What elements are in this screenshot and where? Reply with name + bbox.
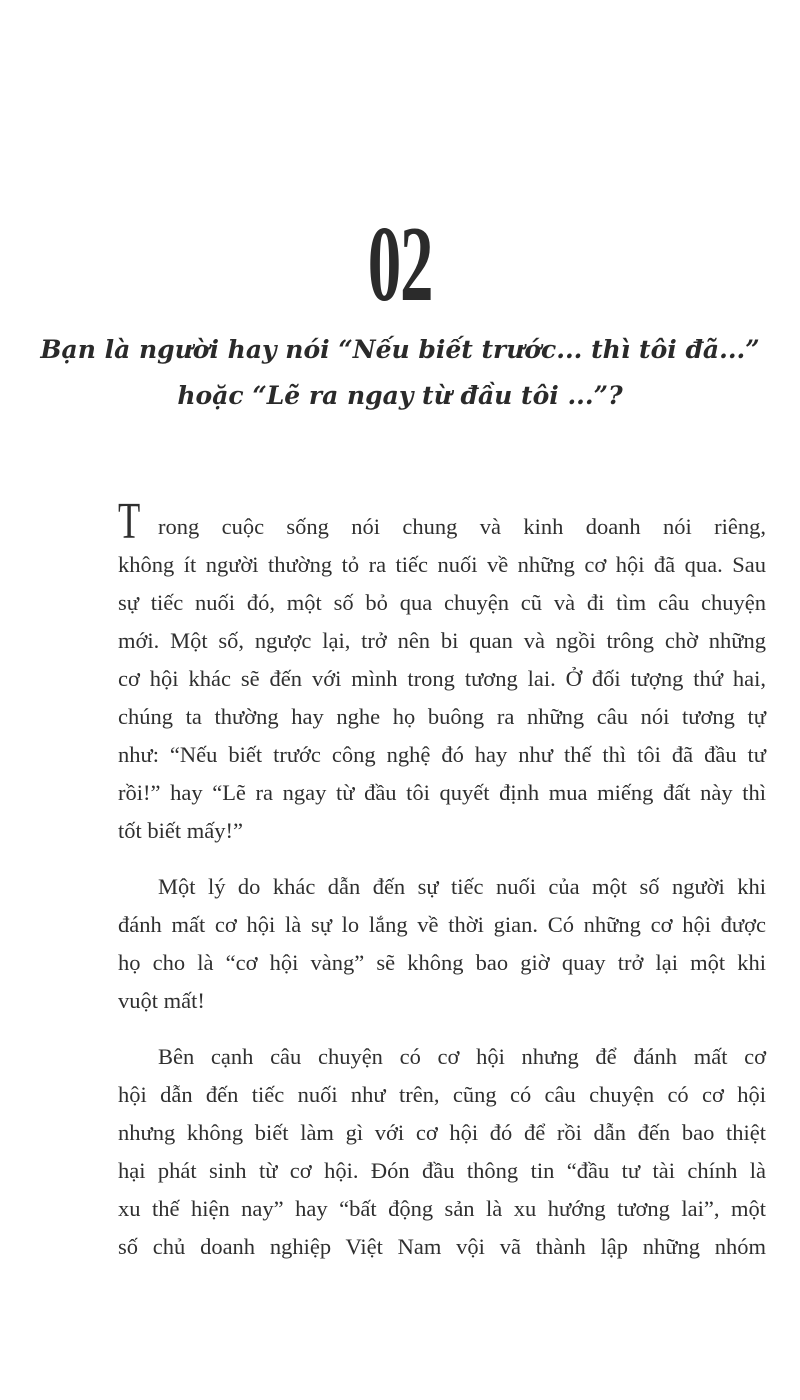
body-line: vuột mất!	[118, 988, 205, 1013]
body-line: rồi!” hay “Lẽ ra ngay từ đầu tôi quyết định mua miếng đất này thì	[118, 780, 766, 805]
body-line: xu thế hiện nay” hay “bất động sản là xu hướng tương lai”, một	[118, 1196, 766, 1221]
paragraph	[118, 868, 766, 1020]
body-line: nhưng không biết làm gì với cơ hội đó để rồi dẫn đến bao thiệt	[118, 1120, 766, 1145]
chapter-title-line: hoặc “Lẽ ra ngay từ đầu tôi ...”?	[177, 381, 623, 410]
drop-cap: T	[118, 493, 141, 550]
body-line: đánh mất cơ hội là sự lo lắng về thời gian. Có những cơ hội được	[118, 912, 766, 937]
body-line-text: rong cuộc sống nói chung và kinh doanh nói riêng,	[158, 514, 766, 539]
body-line: chúng ta thường hay nghe họ buông ra những câu nói tương tự	[118, 704, 766, 729]
body-line: sự tiếc nuối đó, một số bỏ qua chuyện cũ và đi tìm câu chuyện	[118, 590, 766, 615]
paragraph	[118, 493, 766, 850]
body-line: hội dẫn đến tiếc nuối như trên, cũng có câu chuyện có cơ hội	[118, 1082, 766, 1107]
body-line: Bên cạnh câu chuyện có cơ hội nhưng để đánh mất cơ	[158, 1044, 766, 1069]
body-line: tốt biết mấy!”	[118, 818, 243, 843]
chapter-title-line: Bạn là người hay nói “Nếu biết trước... thì tôi đã...”	[40, 335, 760, 364]
body-line: mới. Một số, ngược lại, trở nên bi quan và ngồi trông chờ những	[118, 628, 766, 653]
body-line: như: “Nếu biết trước công nghệ đó hay như thế thì tôi đã đầu tư	[118, 742, 766, 767]
body-line: hại phát sinh từ cơ hội. Đón đầu thông tin “đầu tư tài chính là	[118, 1158, 766, 1183]
body-line: Một lý do khác dẫn đến sự tiếc nuối của một số người khi	[158, 874, 766, 899]
body-line	[118, 493, 766, 550]
body-line: họ cho là “cơ hội vàng” sẽ không bao giờ quay trở lại một khi	[118, 950, 766, 975]
paragraph	[118, 1038, 766, 1266]
body-text	[118, 493, 766, 1284]
chapter-number: 02	[367, 205, 433, 324]
chapter-title	[40, 327, 760, 419]
body-line: không ít người thường tỏ ra tiếc nuối về những cơ hội đã qua. Sau	[118, 552, 766, 577]
body-line: số chủ doanh nghiệp Việt Nam vội vã thành lập những nhóm	[118, 1234, 766, 1259]
body-line: cơ hội khác sẽ đến với mình trong tương lai. Ở đối tượng thứ hai,	[118, 666, 766, 691]
